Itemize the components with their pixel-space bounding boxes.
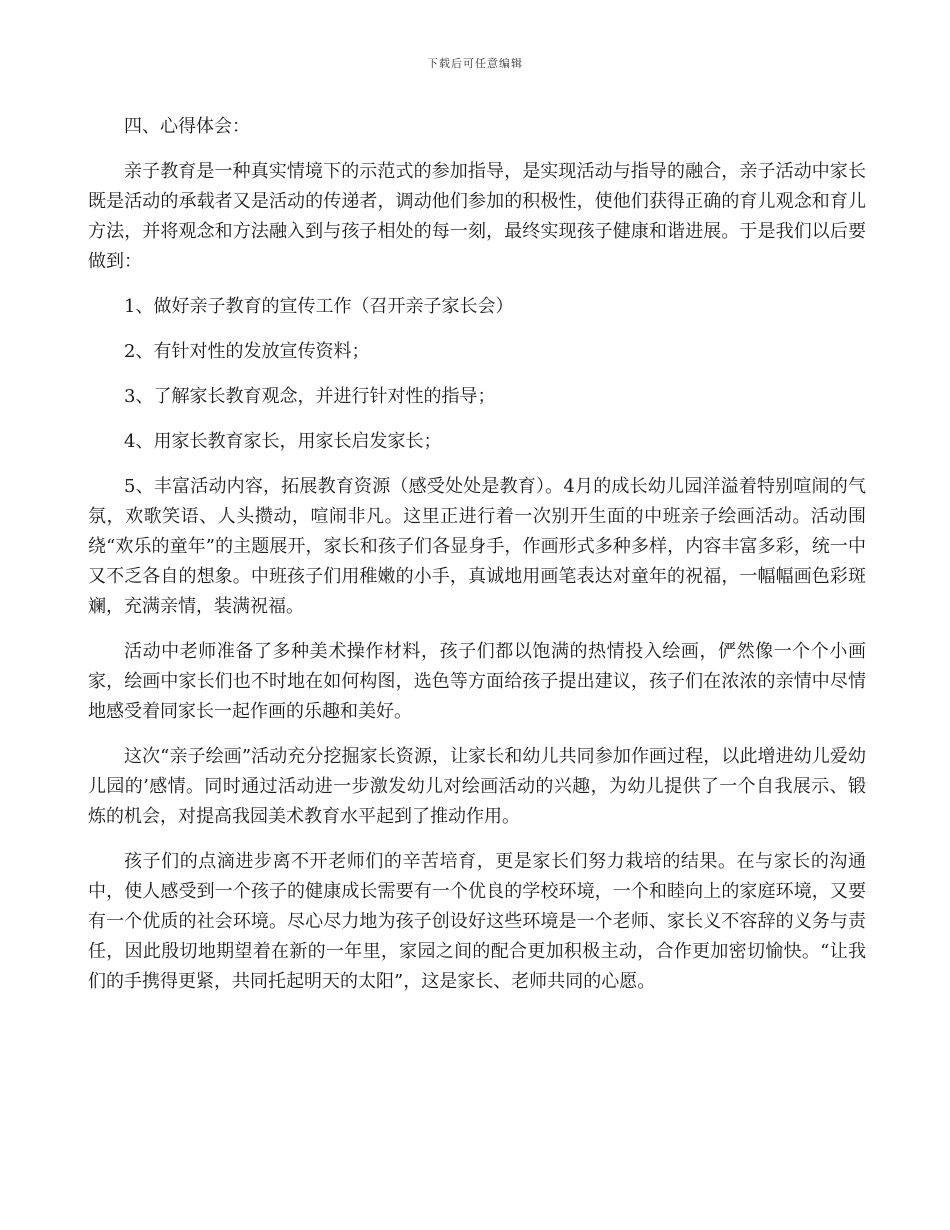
list-item-2: 2、有针对性的发放宣传资料； [124, 341, 370, 362]
list-item-1: 1、做好亲子教育的宣传工作（召开亲子家长会） [124, 296, 514, 317]
page-header: 下载后可任意编辑 [427, 57, 523, 70]
document-body [88, 112, 866, 1012]
body-paragraph-summary: 这次“亲子绘画”活动充分挖掘家长资源，让家长和幼儿共同参加作画过程，以此增进幼儿爱幼儿园的’感情。同时通过活动进一步激发幼儿对绘画活动的兴趣，为幼儿提供了一个自我展示、锻炼的机会，对提高我园美术教育水平起到了推动作用。 [88, 746, 866, 827]
list-item-3: 3、了解家长教育观念，并进行针对性的指导； [124, 386, 496, 407]
intro-paragraph: 亲子教育是一种真实情境下的示范式的参加指导，是实现活动与指导的融合，亲子活动中家长既是活动的承载者又是活动的传递者，调动他们参加的积极性，使他们获得正确的育儿观念和育儿方法，并将观念和方法融入到与孩子相处的每一刻，最终实现孩子健康和谐进展。于是我们以后要做到： [88, 161, 866, 272]
list-item-5: 5、丰富活动内容，拓展教育资源（感受处处是教育）。4月的成长幼儿园洋溢着特别喧闹的气氛，欢歌笑语、人头攒动，喧闹非凡。这里正进行着一次别开生面的中班亲子绘画活动。活动围绕“欢乐的童年”的主题展开，家长和孩子们各显身手，作画形式多种多样，内容丰富多彩，统一中又不乏各自的想象。中班孩子们用稚嫩的小手，真诚地用画笔表达对童年的祝福，一幅幅画色彩斑斓，充满亲情，装满祝福。 [88, 476, 866, 617]
body-paragraph-conclusion: 孩子们的点滴进步离不开老师们的辛苦培育，更是家长们努力栽培的结果。在与家长的沟通中，使人感受到一个孩子的健康成长需要有一个优良的学校环境，一个和睦向上的家庭环境，又要有一个优质的社会环境。尽心尽力地为孩子创设好这些环境是一个老师、家长义不容辞的义务与责任，因此殷切地期望着在新的一年里，家园之间的配合更加积极主动，合作更加密切愉快。“让我们的手携得更紧，共同托起明天的太阳”，这是家长、老师共同的心愿。 [88, 851, 866, 992]
section-heading: 四、心得体会： [124, 116, 250, 137]
body-paragraph-activity: 活动中老师准备了多种美术操作材料，孩子们都以饱满的热情投入绘画，俨然像一个个小画家，绘画中家长们也不时地在如何构图，选色等方面给孩子提出建议，孩子们在浓浓的亲情中尽情地感受着同家长一起作画的乐趣和美好。 [88, 641, 866, 722]
list-item-4: 4、用家长教育家长，用家长启发家长； [124, 431, 442, 452]
